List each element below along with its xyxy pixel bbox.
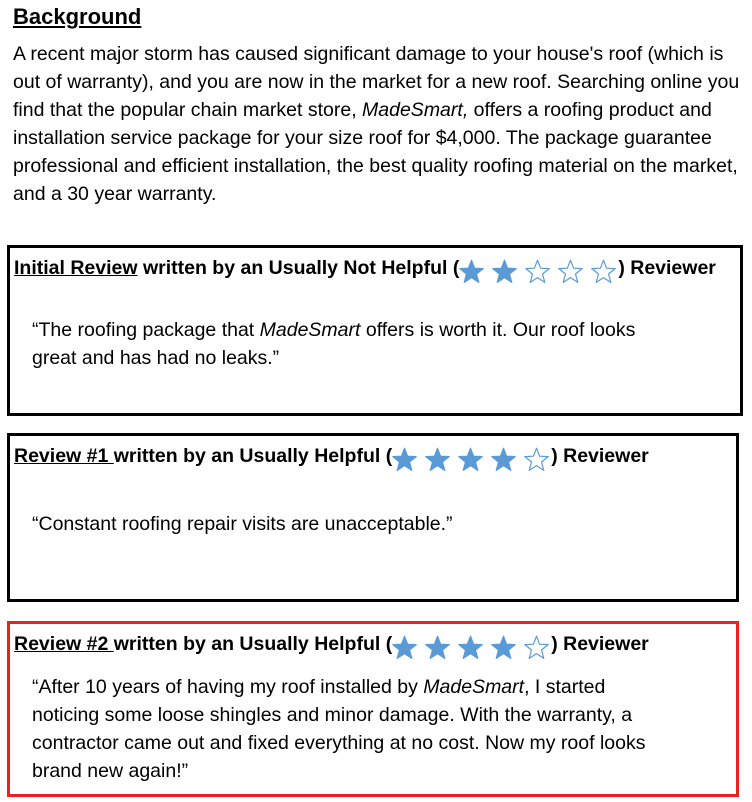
star-rating [392,447,551,472]
review-quote [32,510,712,538]
star-outline-icon [558,259,583,284]
quote-text-1: “The roofing package that [32,319,260,341]
quote-brand: MadeSmart [423,676,525,698]
star-filled-icon [425,447,450,472]
star-filled-icon [392,635,417,660]
quote-text-1: “Constant roofing repair visits are unacceptable.” [32,513,453,535]
star-filled-icon [458,447,483,472]
quote-text-2: offers is worth it. Our roof looks great and has had no leaks.” [32,319,636,369]
review-header-tail: ) Reviewer [618,257,716,279]
background-heading: Background [13,4,142,29]
review-header-tail: ) Reviewer [551,445,649,467]
review-2-box [7,621,739,797]
review-quote [32,673,672,785]
star-filled-icon [425,635,450,660]
background-text-2: offers a roofing product and installation service package for your size roof for $4,000. The package guarantee professional and efficient installation, the best quality roofing material on the market, and a 30 year warranty. [13,99,738,205]
star-rating [392,635,551,660]
star-outline-icon [524,635,549,660]
quote-text-2: , I started noticing some loose shingles and minor damage. With the warranty, a contractor came out and fixed everything at no cost. Now my roof looks brand new again!” [32,676,646,782]
review-quote [32,316,662,372]
quote-text-1: “After 10 years of having my roof installed by [32,676,424,698]
review-author-desc: written by an Usually Not Helpful ( [137,257,460,279]
review-header [14,257,716,284]
brand-name: MadeSmart, [362,99,469,121]
review-author-desc: written by an Usually Helpful ( [113,633,393,655]
review-title: Initial Review [14,257,138,279]
quote-brand: MadeSmart [259,319,361,341]
background-paragraph [13,40,745,208]
review-author-desc: written by an Usually Helpful ( [113,445,393,467]
star-filled-icon [459,259,484,284]
review-header [14,633,649,660]
review-title: Review #2 [14,633,114,655]
star-outline-icon [525,259,550,284]
review-header-tail: ) Reviewer [551,633,649,655]
star-outline-icon [524,447,549,472]
review-title: Review #1 [14,445,114,467]
star-filled-icon [392,447,417,472]
star-filled-icon [458,635,483,660]
background-text-1: A recent major storm has caused significant damage to your house's roof (which is out of warranty), and you are now in the market for a new roof. Searching online you find that the popular chain market store, [13,43,740,121]
review-1-box [7,433,739,602]
star-filled-icon [492,259,517,284]
star-outline-icon [591,259,616,284]
star-rating [459,259,618,284]
review-header [14,445,649,472]
star-filled-icon [491,447,516,472]
initial-review-box [7,245,743,416]
star-filled-icon [491,635,516,660]
